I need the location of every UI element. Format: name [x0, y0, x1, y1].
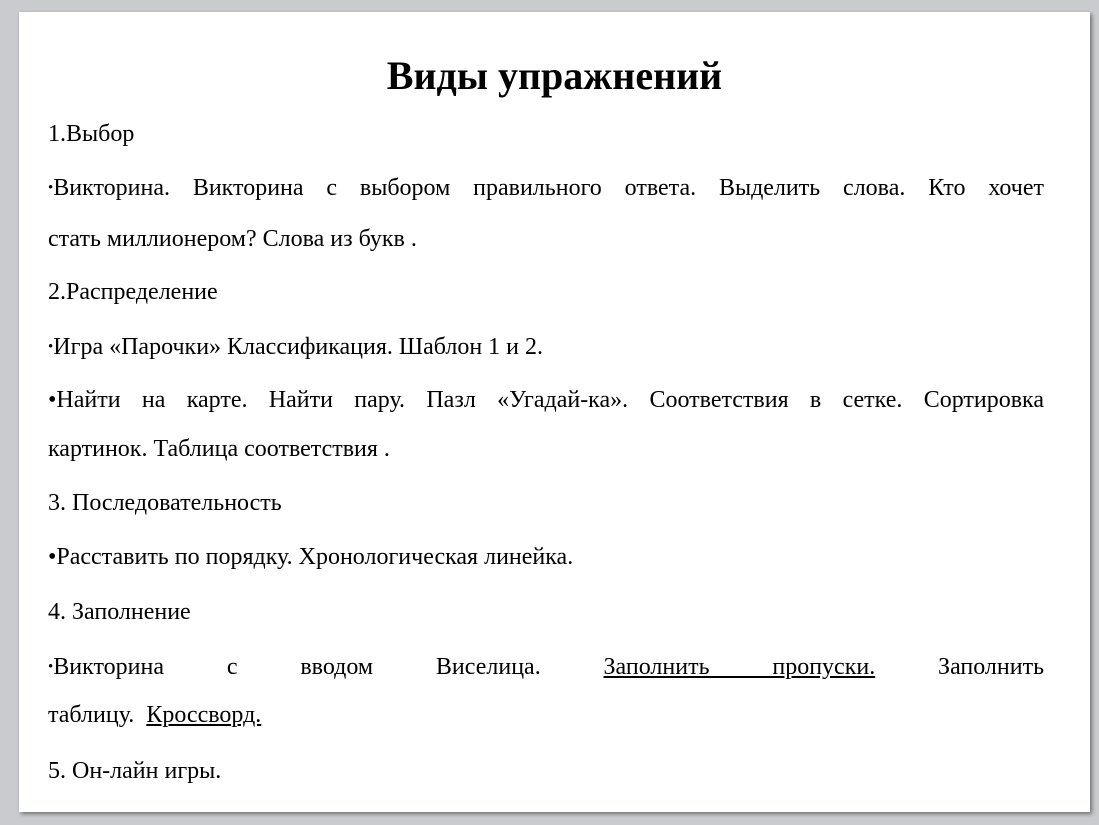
item-word: вводом [300, 654, 374, 680]
item-text: таблицу. [48, 702, 147, 728]
list-item-zapolnenie-line1 [48, 652, 1044, 682]
link-krossvord[interactable]: Кроссворд. [146, 702, 262, 728]
list-item-vybor-line2: стать миллионером? Слова из букв . [48, 226, 417, 252]
section-heading-zapolnenie: 4. Заполнение [48, 599, 191, 625]
list-item-naiti-line1 [48, 385, 1044, 415]
list-item-naiti-line2: картинок. Таблица соответствия . [48, 436, 390, 462]
link-zapolnit-propuski[interactable]: Заполнить пропуски. [603, 654, 876, 680]
list-item-rasstavit [48, 542, 1044, 572]
slide-title: Виды упражнений [386, 53, 723, 98]
section-heading-vybor: 1.Выбор [48, 121, 135, 147]
bullet-icon: • [48, 659, 54, 675]
item-text: Расставить по порядку. Хронологическая линейка. [56, 544, 574, 570]
list-item-vybor-line1 [48, 173, 1044, 203]
bullet-icon: • [48, 387, 57, 413]
item-text: Викторина. Викторина с выбором правильного ответа. Выделить слова. Кто хочет [53, 175, 1044, 201]
list-item-parochki [48, 332, 1044, 362]
item-text: Найти на карте. Найти пару. Пазл «Угадай-ка». Соответствия в сетке. Сортировка [56, 387, 1044, 413]
section-heading-raspredelenie: 2.Распределение [48, 279, 218, 305]
section-heading-posledovatelnost: 3. Последовательность [48, 490, 282, 516]
slide [19, 12, 1090, 812]
item-word: Заполнить [938, 654, 1045, 680]
bullet-icon: • [48, 180, 54, 196]
item-word: Виселица. [435, 654, 541, 680]
list-item-zapolnenie-line2 [48, 700, 1044, 730]
item-text: Игра «Парочки» Классификация. Шаблон 1 и 2. [53, 334, 544, 360]
bullet-icon: • [48, 544, 57, 570]
item-word: с [226, 654, 238, 680]
bullet-icon: • [48, 339, 54, 355]
section-heading-onlain-igry: 5. Он-лайн игры. [48, 758, 222, 784]
item-word: Викторина [53, 654, 164, 680]
